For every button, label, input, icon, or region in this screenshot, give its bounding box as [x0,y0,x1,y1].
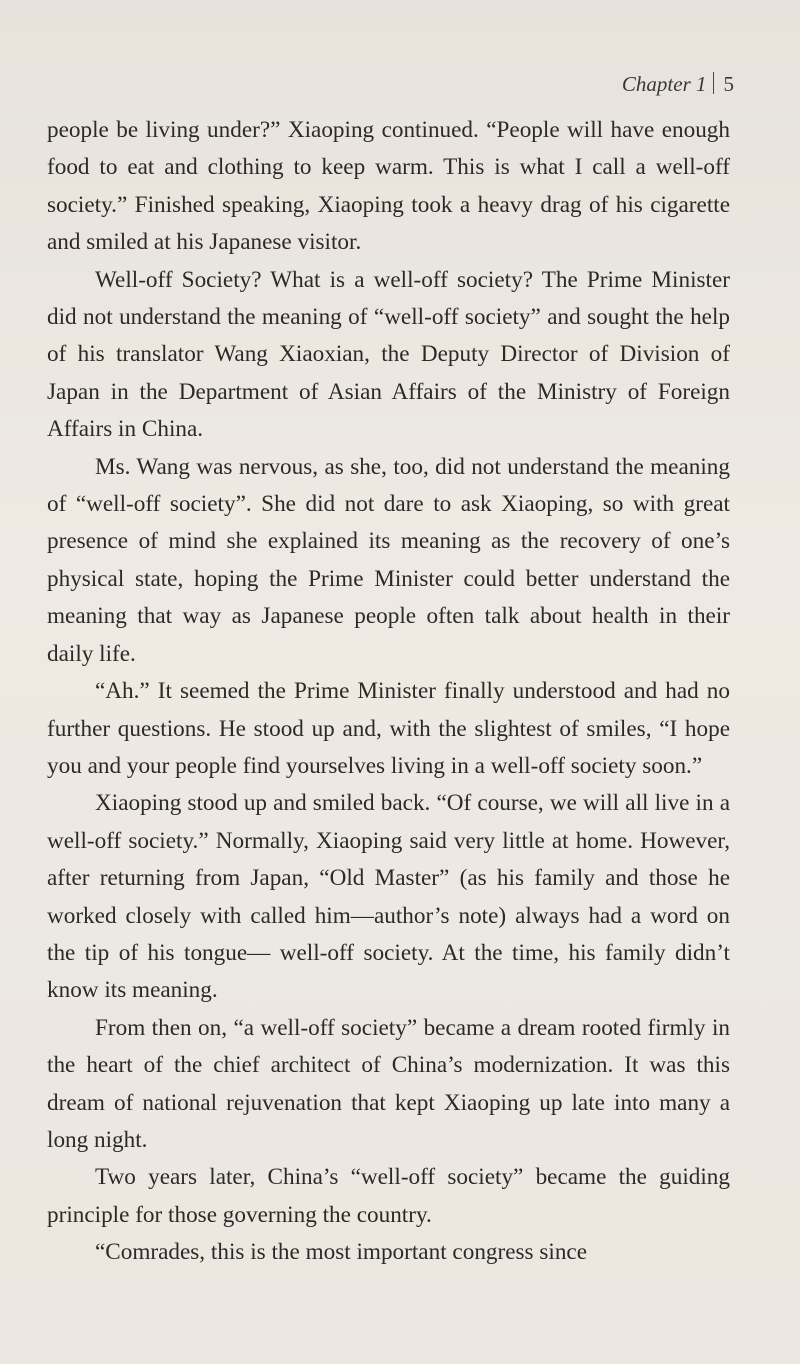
chapter-title: Chapter 1 [621,72,707,96]
paragraph: Ms. Wang was nervous, as she, too, did not understand the meaning of “well-off society”. She did not dare to ask Xiaoping, so with great presence of mind she explained its meaning as the recovery of one’s physical state, hoping the Prime Minister could better understand the meaning that way as Japanese people often talk about health in their daily life. [47,453,730,667]
page-number: 5 [723,72,734,96]
paragraph: “Ah.” It seemed the Prime Minister finally understood and had no further questions. He stood up and, with the slightest of smiles, “I hope you and your people find yourselves living in a well-off society soon.” [47,678,730,779]
paragraph-continued: people be living under?” Xiaoping continued. “People will have enough food to eat and clothing to keep warm. This is what I call a well-off society.” Finished speaking, Xiaoping took a heavy drag of his cigarette and smiled at his Japanese visitor. [47,117,730,256]
paragraph: “Comrades, this is the most important congress since [95,1239,588,1266]
running-head [622,72,734,97]
body-text [47,112,730,1272]
paragraph: From then on, “a well-off society” became a dream rooted firmly in the heart of the chief architect of China’s modernization. It was this dream of national rejuvenation that kept Xiaoping up late into many a long night. [47,1014,730,1153]
paragraph: Well-off Society? What is a well-off society? The Prime Minister did not understand the meaning of “well-off society” and sought the help of his translator Wang Xiaoxian, the Deputy Director of Division of Japan in the Department of Asian Affairs of the Ministry of Foreign Affairs in China. [47,266,730,443]
header-divider [713,72,714,94]
paragraph: Xiaoping stood up and smiled back. “Of course, we will all live in a well-off society.” Normally, Xiaoping said very little at home. However, after returning from Japan, “Old Master” (as his family and those he worked closely with called him—author’s note) always had a word on the tip of his tongue— well-off society. At the time, his family didn’t know its meaning. [47,790,730,1004]
paragraph: Two years later, China’s “well-off society” became the guiding principle for those governing the country. [47,1164,730,1228]
